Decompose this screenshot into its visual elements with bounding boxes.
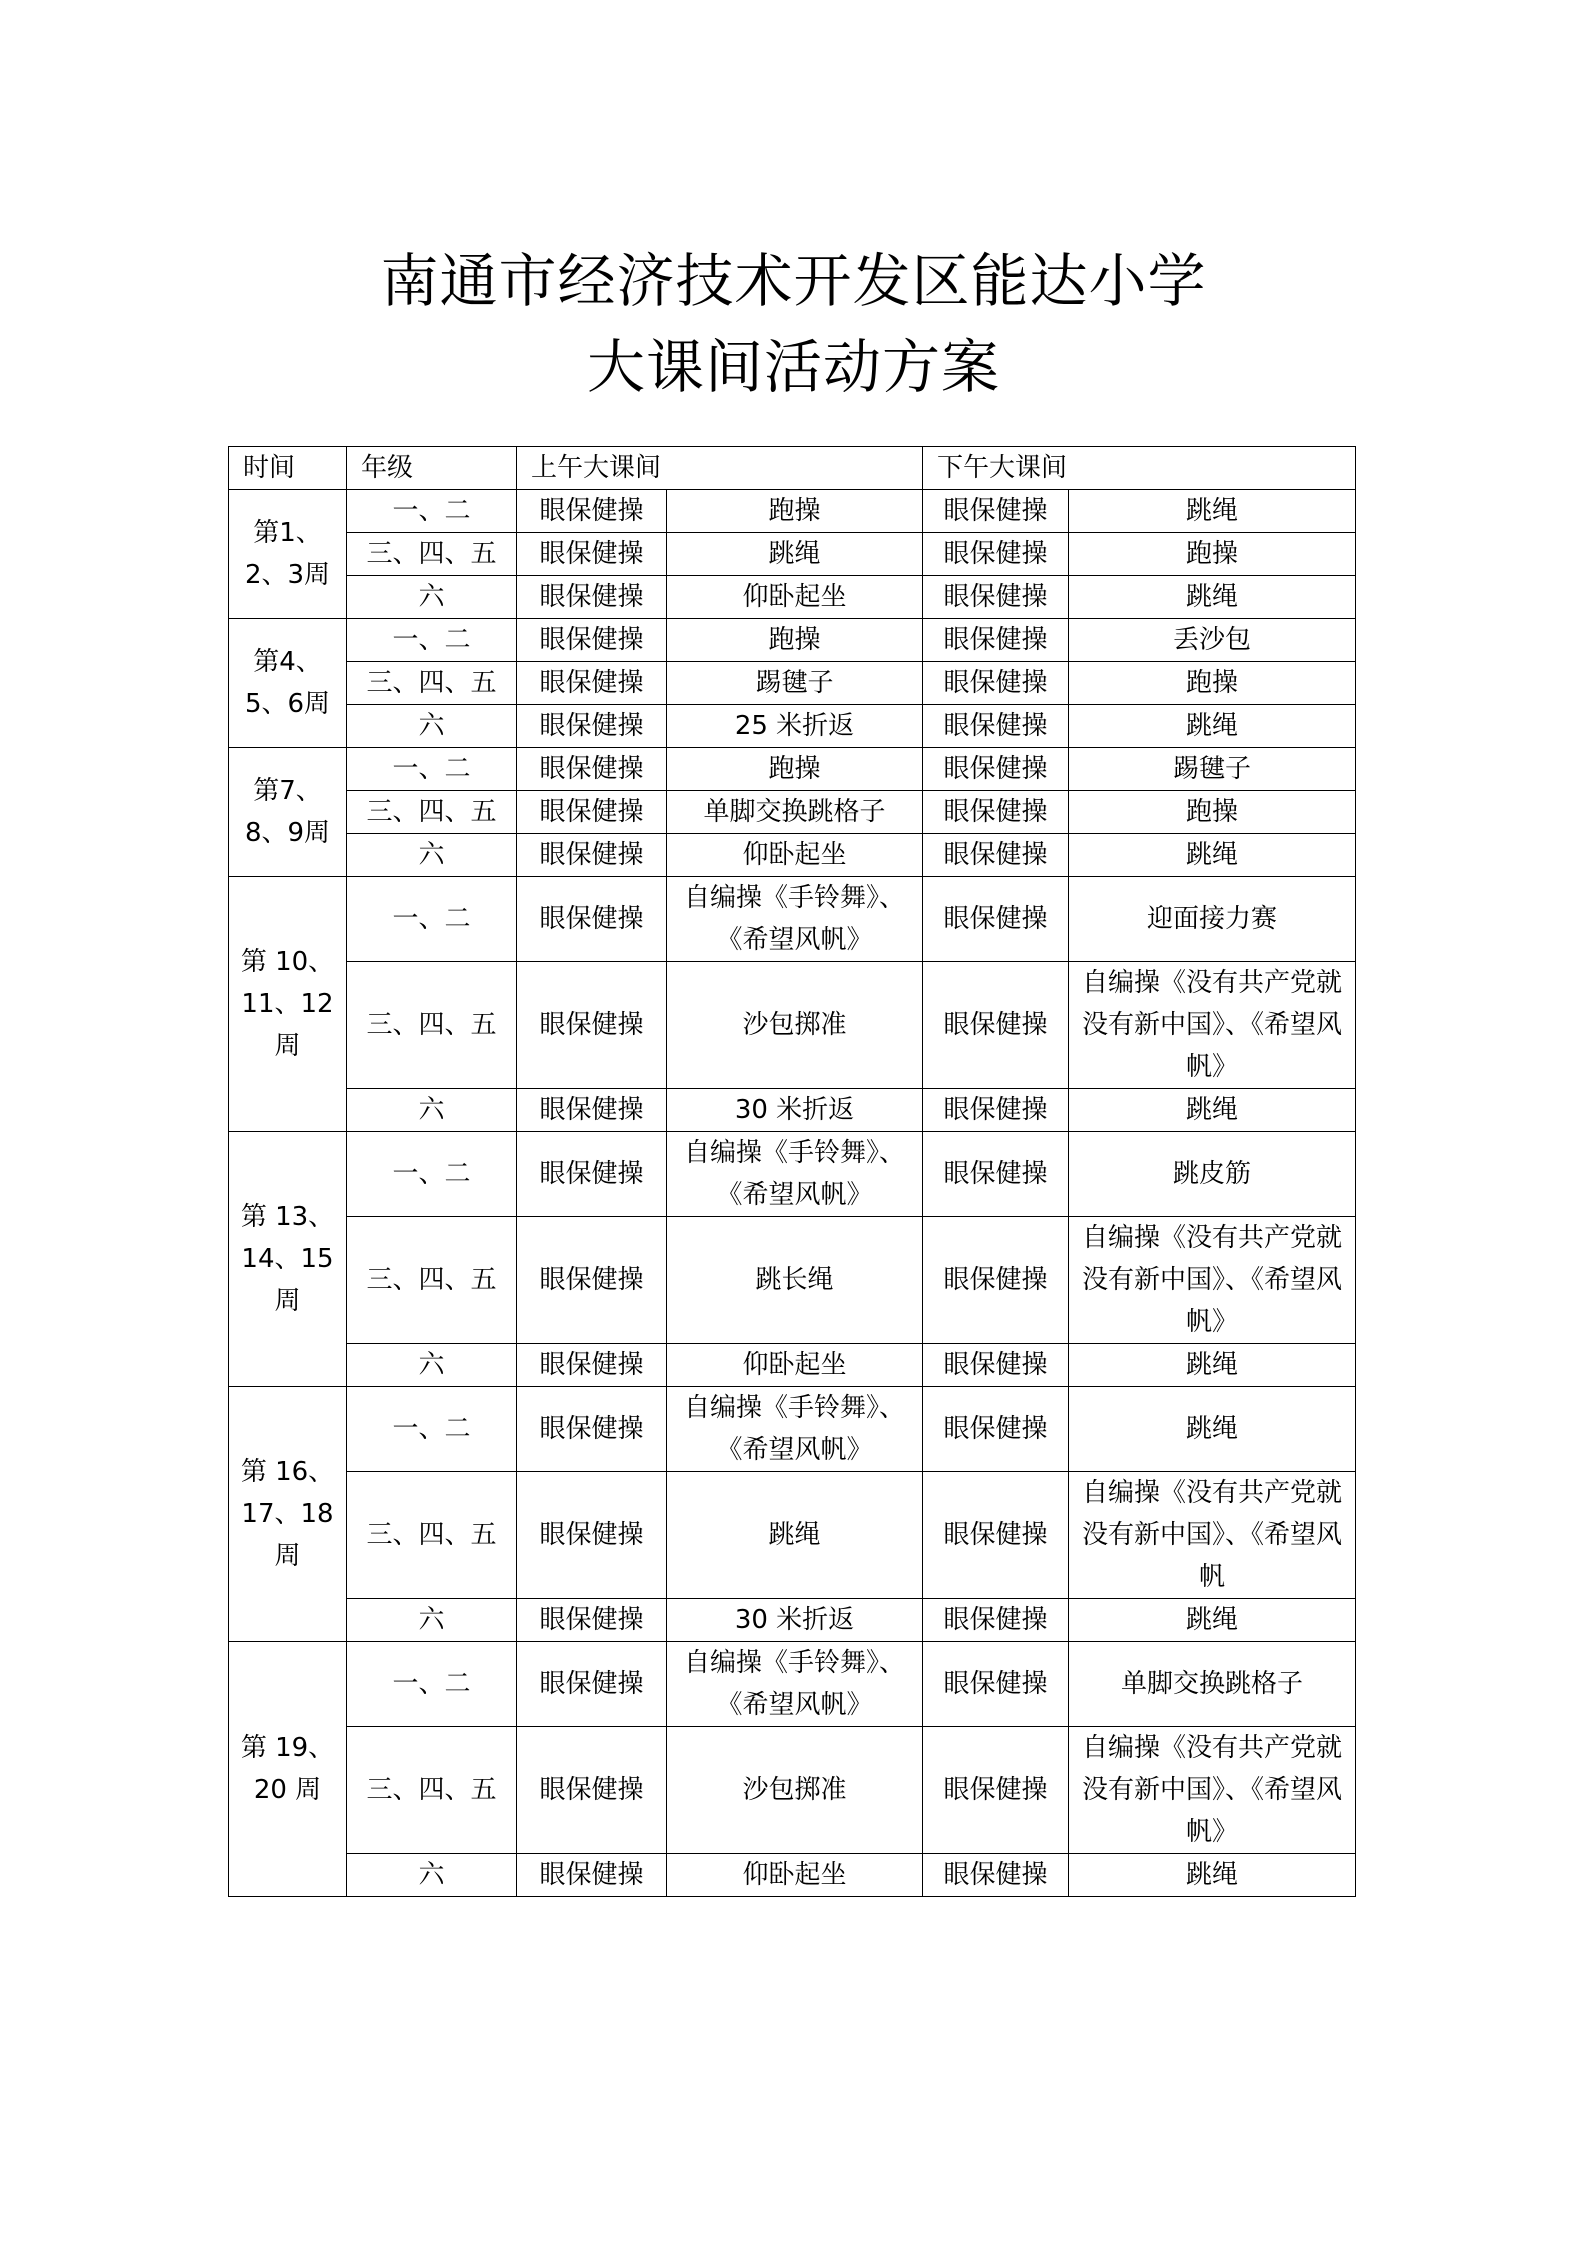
grade-cell: 一、二 (347, 619, 517, 662)
am-activity-cell: 沙包掷准 (667, 1727, 923, 1854)
am-activity-cell: 自编操《手铃舞》、《希望风帆》 (667, 1642, 923, 1727)
pm-activity-cell: 跑操 (1069, 791, 1356, 834)
week-cell: 第 10、11、12周 (229, 877, 347, 1132)
am-activity-cell: 仰卧起坐 (667, 834, 923, 877)
pm-activity-cell: 跳绳 (1069, 1344, 1356, 1387)
grade-cell: 六 (347, 1854, 517, 1897)
am-eye-exercise-cell: 眼保健操 (517, 533, 667, 576)
table-row (229, 619, 1356, 662)
am-activity-cell: 仰卧起坐 (667, 1344, 923, 1387)
am-activity-cell: 自编操《手铃舞》、《希望风帆》 (667, 1132, 923, 1217)
header-afternoon: 下午大课间 (923, 447, 1356, 490)
pm-eye-exercise-cell: 眼保健操 (923, 791, 1069, 834)
pm-eye-exercise-cell: 眼保健操 (923, 1727, 1069, 1854)
am-activity-cell: 跑操 (667, 748, 923, 791)
pm-eye-exercise-cell: 眼保健操 (923, 533, 1069, 576)
grade-cell: 六 (347, 576, 517, 619)
pm-activity-cell: 自编操《没有共产党就没有新中国》、《希望风帆》 (1069, 1217, 1356, 1344)
grade-cell: 六 (347, 705, 517, 748)
am-activity-cell: 跑操 (667, 490, 923, 533)
grade-cell: 一、二 (347, 1132, 517, 1217)
pm-activity-cell: 跑操 (1069, 533, 1356, 576)
pm-eye-exercise-cell: 眼保健操 (923, 1642, 1069, 1727)
am-eye-exercise-cell: 眼保健操 (517, 705, 667, 748)
grade-cell: 六 (347, 1089, 517, 1132)
pm-activity-cell: 跳绳 (1069, 834, 1356, 877)
am-eye-exercise-cell: 眼保健操 (517, 1854, 667, 1897)
am-activity-cell: 30 米折返 (667, 1599, 923, 1642)
table-row (229, 1642, 1356, 1727)
am-activity-cell: 仰卧起坐 (667, 576, 923, 619)
pm-activity-cell: 丢沙包 (1069, 619, 1356, 662)
pm-activity-cell: 自编操《没有共产党就没有新中国》、《希望风帆》 (1069, 1727, 1356, 1854)
pm-eye-exercise-cell: 眼保健操 (923, 1344, 1069, 1387)
pm-activity-cell: 跳绳 (1069, 705, 1356, 748)
grade-cell: 三、四、五 (347, 662, 517, 705)
am-eye-exercise-cell: 眼保健操 (517, 1132, 667, 1217)
am-activity-cell: 跳长绳 (667, 1217, 923, 1344)
pm-eye-exercise-cell: 眼保健操 (923, 1472, 1069, 1599)
pm-activity-cell: 跳绳 (1069, 1854, 1356, 1897)
pm-activity-cell: 跳绳 (1069, 490, 1356, 533)
am-eye-exercise-cell: 眼保健操 (517, 877, 667, 962)
am-eye-exercise-cell: 眼保健操 (517, 1642, 667, 1727)
table-row (229, 1854, 1356, 1897)
pm-activity-cell: 跳皮筋 (1069, 1132, 1356, 1217)
grade-cell: 一、二 (347, 1387, 517, 1472)
am-eye-exercise-cell: 眼保健操 (517, 1727, 667, 1854)
pm-eye-exercise-cell: 眼保健操 (923, 748, 1069, 791)
grade-cell: 三、四、五 (347, 533, 517, 576)
week-cell: 第1、2、3周 (229, 490, 347, 619)
pm-eye-exercise-cell: 眼保健操 (923, 877, 1069, 962)
table-row (229, 576, 1356, 619)
title-line-school: 南通市经济技术开发区能达小学 (380, 247, 1207, 315)
pm-eye-exercise-cell: 眼保健操 (923, 1387, 1069, 1472)
week-cell: 第 16、17、18周 (229, 1387, 347, 1642)
table-row (229, 490, 1356, 533)
header-morning: 上午大课间 (517, 447, 923, 490)
grade-cell: 六 (347, 834, 517, 877)
table-row (229, 533, 1356, 576)
am-eye-exercise-cell: 眼保健操 (517, 1217, 667, 1344)
pm-eye-exercise-cell: 眼保健操 (923, 962, 1069, 1089)
pm-eye-exercise-cell: 眼保健操 (923, 619, 1069, 662)
header-grade: 年级 (347, 447, 517, 490)
table-row (229, 748, 1356, 791)
table-row (229, 662, 1356, 705)
pm-activity-cell: 单脚交换跳格子 (1069, 1642, 1356, 1727)
week-cell: 第 19、20 周 (229, 1642, 347, 1897)
header-row (229, 447, 1356, 490)
table-row (229, 834, 1356, 877)
activity-schedule-table (228, 446, 1356, 1897)
grade-cell: 一、二 (347, 877, 517, 962)
grade-cell: 一、二 (347, 1642, 517, 1727)
grade-cell: 六 (347, 1599, 517, 1642)
grade-cell: 一、二 (347, 748, 517, 791)
grade-cell: 一、二 (347, 490, 517, 533)
header-time: 时间 (229, 447, 347, 490)
grade-cell: 六 (347, 1344, 517, 1387)
am-activity-cell: 沙包掷准 (667, 962, 923, 1089)
grade-cell: 三、四、五 (347, 962, 517, 1089)
table-row (229, 791, 1356, 834)
pm-eye-exercise-cell: 眼保健操 (923, 576, 1069, 619)
am-activity-cell: 跑操 (667, 619, 923, 662)
am-eye-exercise-cell: 眼保健操 (517, 962, 667, 1089)
table-row (229, 1089, 1356, 1132)
table-row (229, 1132, 1356, 1217)
pm-eye-exercise-cell: 眼保健操 (923, 834, 1069, 877)
pm-activity-cell: 跳绳 (1069, 1599, 1356, 1642)
grade-cell: 三、四、五 (347, 1217, 517, 1344)
pm-eye-exercise-cell: 眼保健操 (923, 705, 1069, 748)
am-eye-exercise-cell: 眼保健操 (517, 791, 667, 834)
pm-activity-cell: 跳绳 (1069, 1089, 1356, 1132)
am-activity-cell: 跳绳 (667, 533, 923, 576)
pm-eye-exercise-cell: 眼保健操 (923, 1599, 1069, 1642)
pm-activity-cell: 迎面接力赛 (1069, 877, 1356, 962)
pm-activity-cell: 跳绳 (1069, 576, 1356, 619)
table-row (229, 962, 1356, 1089)
am-eye-exercise-cell: 眼保健操 (517, 1344, 667, 1387)
am-eye-exercise-cell: 眼保健操 (517, 1387, 667, 1472)
week-cell: 第7、8、9周 (229, 748, 347, 877)
grade-cell: 三、四、五 (347, 791, 517, 834)
am-activity-cell: 跳绳 (667, 1472, 923, 1599)
week-cell: 第 13、14、15周 (229, 1132, 347, 1387)
table-row (229, 877, 1356, 962)
grade-cell: 三、四、五 (347, 1472, 517, 1599)
pm-eye-exercise-cell: 眼保健操 (923, 1089, 1069, 1132)
am-activity-cell: 自编操《手铃舞》、《希望风帆》 (667, 1387, 923, 1472)
am-activity-cell: 仰卧起坐 (667, 1854, 923, 1897)
pm-eye-exercise-cell: 眼保健操 (923, 490, 1069, 533)
pm-activity-cell: 自编操《没有共产党就没有新中国》、《希望风帆》 (1069, 962, 1356, 1089)
table-row (229, 1599, 1356, 1642)
title-line-plan: 大课间活动方案 (586, 333, 1000, 401)
pm-activity-cell: 自编操《没有共产党就没有新中国》、《希望风帆 (1069, 1472, 1356, 1599)
table-row (229, 1387, 1356, 1472)
grade-cell: 三、四、五 (347, 1727, 517, 1854)
am-eye-exercise-cell: 眼保健操 (517, 748, 667, 791)
am-eye-exercise-cell: 眼保健操 (517, 576, 667, 619)
am-eye-exercise-cell: 眼保健操 (517, 662, 667, 705)
am-activity-cell: 单脚交换跳格子 (667, 791, 923, 834)
pm-eye-exercise-cell: 眼保健操 (923, 1854, 1069, 1897)
table-row (229, 705, 1356, 748)
pm-activity-cell: 跳绳 (1069, 1387, 1356, 1472)
week-cell: 第4、5、6周 (229, 619, 347, 748)
am-eye-exercise-cell: 眼保健操 (517, 619, 667, 662)
am-activity-cell: 自编操《手铃舞》、《希望风帆》 (667, 877, 923, 962)
document-title (0, 238, 1587, 410)
pm-eye-exercise-cell: 眼保健操 (923, 1217, 1069, 1344)
pm-eye-exercise-cell: 眼保健操 (923, 1132, 1069, 1217)
am-eye-exercise-cell: 眼保健操 (517, 1089, 667, 1132)
am-activity-cell: 踢毽子 (667, 662, 923, 705)
am-eye-exercise-cell: 眼保健操 (517, 490, 667, 533)
table-row (229, 1217, 1356, 1344)
pm-activity-cell: 跑操 (1069, 662, 1356, 705)
pm-eye-exercise-cell: 眼保健操 (923, 662, 1069, 705)
am-eye-exercise-cell: 眼保健操 (517, 1599, 667, 1642)
table-row (229, 1727, 1356, 1854)
table-row (229, 1344, 1356, 1387)
am-eye-exercise-cell: 眼保健操 (517, 834, 667, 877)
am-activity-cell: 25 米折返 (667, 705, 923, 748)
am-activity-cell: 30 米折返 (667, 1089, 923, 1132)
pm-activity-cell: 踢毽子 (1069, 748, 1356, 791)
am-eye-exercise-cell: 眼保健操 (517, 1472, 667, 1599)
table-row (229, 1472, 1356, 1599)
